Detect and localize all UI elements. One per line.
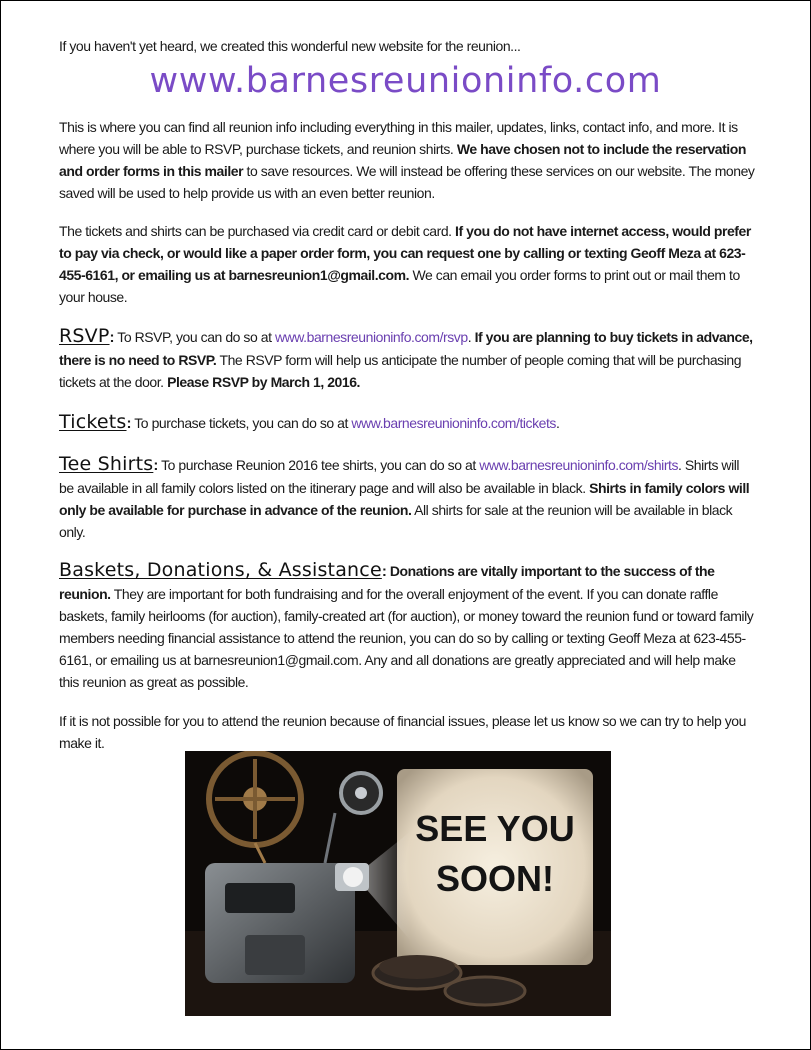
film-reel-icon	[209, 753, 301, 845]
heading-colon: :	[126, 415, 132, 432]
text-span: To RSVP, you can do so at	[114, 329, 275, 345]
bold-span: Please RSVP by March 1, 2016.	[167, 374, 360, 390]
closing-text	[59, 710, 755, 754]
rsvp-heading: RSVP	[59, 325, 110, 347]
text-span: They are important for both fundraising and for the overall enjoyment of the event. If you can donate raffle baskets, family heirlooms (for auction), family-created art (for auction), or money toward the reunion fund or toward family members needing financial assistance to attend the reunion, you can do so by calling or texting Geoff Meza at 623-455-6161, or emailing us at barnesreunion1@gmail.com. Any and all donations are greatly appreciated and will help make this reunion as great as possible.	[59, 586, 754, 690]
shirts-link[interactable]: www.barnesreunioninfo.com/shirts	[479, 457, 679, 473]
closing-sentence: If it is not possible for you to attend the reunion because of financial issues, please let us know so we can try to help you make it.	[59, 713, 746, 751]
rsvp-link[interactable]: www.barnesreunioninfo.com/rsvp	[274, 329, 468, 345]
projector-photo	[185, 751, 611, 1016]
tee-shirts-heading: Tee Shirts	[59, 453, 154, 475]
website-url-heading[interactable]: www.barnesreunioninfo.com	[149, 61, 662, 101]
bold-span: Donations are vitally important to the success of the reunion.	[59, 563, 715, 602]
tickets-heading: Tickets	[59, 411, 127, 433]
bold-span: If you are planning to buy tickets in advance, there is no need to RSVP.	[59, 329, 753, 368]
tickets-link[interactable]: www.barnesreunioninfo.com/tickets	[351, 415, 556, 431]
text-span: .	[467, 329, 475, 345]
heading-colon: :	[153, 457, 158, 474]
bold-span: We have chosen not to include the reservation and order forms in this mailer	[59, 141, 746, 179]
text-span: . Shirts will be available in all family colors listed on the itinerary page and will also be available in black.	[59, 457, 740, 496]
heading-colon: :	[109, 329, 115, 346]
film-reel-small-icon	[341, 773, 381, 813]
baskets-heading: Baskets, Donations, & Assistance	[59, 559, 382, 581]
screen-text-line2: SOON!	[435, 858, 555, 899]
text-span: All shirts for sale at the reunion will be available in black only.	[59, 502, 733, 540]
section-tickets	[59, 411, 755, 435]
section-tee-shirts	[59, 453, 755, 543]
text-span: to save resources. We will instead be offering these services on our website. The money saved will be used to help provide us with an even better reunion.	[59, 163, 755, 201]
text-span: We can email you order forms to print out or mail them to your house.	[59, 267, 740, 305]
bold-span: Shirts in family colors will only be available for purchase in advance of the reunion.	[59, 480, 750, 518]
text-span: To purchase tickets, you can do so at	[131, 415, 352, 431]
text-span: The tickets and shirts can be purchased via credit card or debit card.	[59, 223, 456, 239]
text-span: The RSVP form will help us anticipate the number of people coming that will be purchasing tickets at the door.	[59, 352, 742, 390]
paragraph-payment-info	[59, 220, 755, 308]
paragraph-website-info	[59, 116, 755, 204]
screen-text-line1: SEE YOU	[415, 808, 575, 849]
heading-colon: :	[381, 563, 387, 580]
intro-text	[59, 35, 755, 57]
intro-sentence: If you haven't yet heard, we created this wonderful new website for the reunion...	[59, 38, 521, 54]
text-span: To purchase Reunion 2016 tee shirts, you can do so at	[157, 457, 480, 473]
section-rsvp	[59, 325, 755, 393]
bold-span: If you do not have internet access, would prefer to pay via check, or would like a paper order form, you can request one by calling or texting Geoff Meza at 623-455-6161, or emailing us at barnesreunion1@gmail.com.	[59, 223, 751, 283]
text-span: .	[555, 415, 560, 431]
section-baskets-donations	[59, 559, 755, 693]
text-span: This is where you can find all reunion info including everything in this mailer, updates, links, contact info, and more. It is where you will be able to RSVP, purchase tickets, and reunion shirts.	[59, 119, 738, 157]
